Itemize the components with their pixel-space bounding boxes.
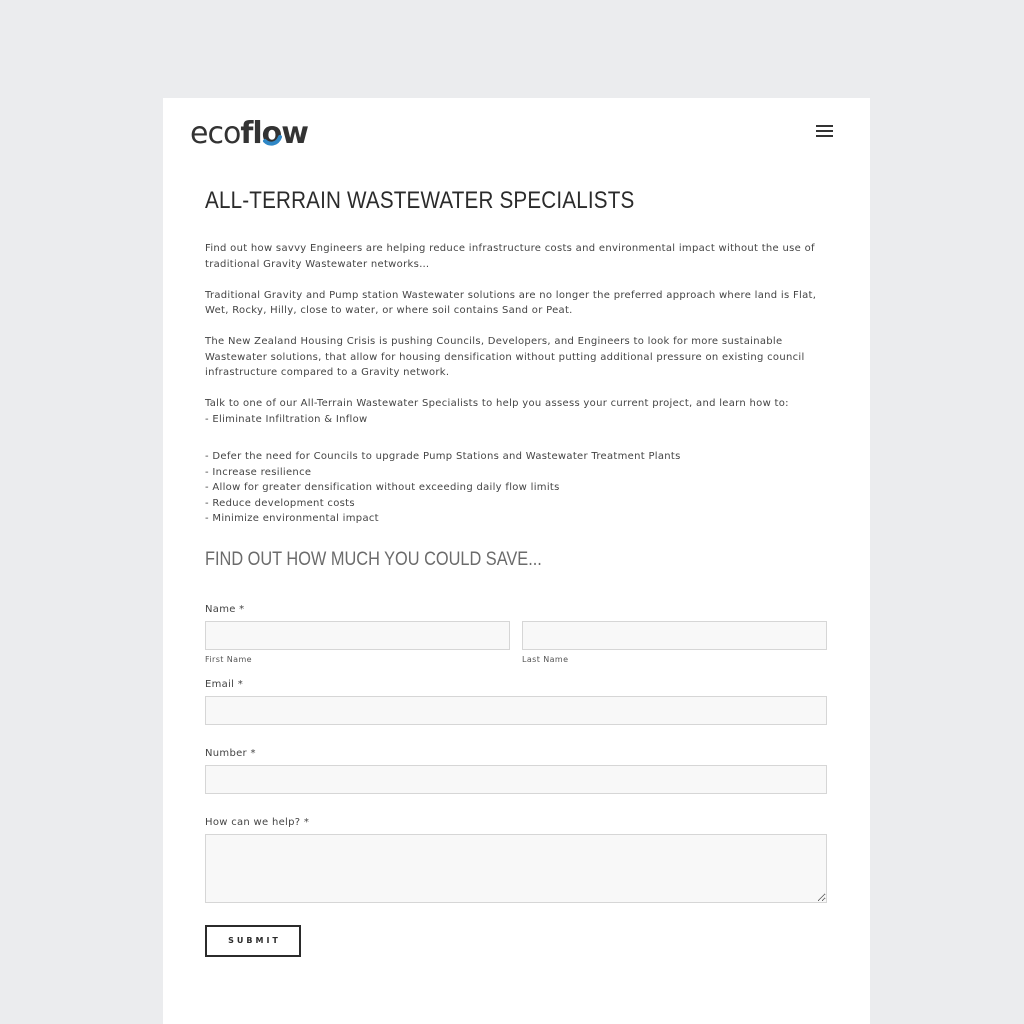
number-label: Number *	[205, 747, 256, 759]
form-heading: FIND OUT HOW MUCH YOU COULD SAVE...	[205, 548, 542, 570]
main-content	[205, 186, 827, 957]
page-title: ALL-TERRAIN WASTEWATER SPECIALISTS	[205, 187, 635, 214]
list-item: - Defer the need for Councils to upgrade Pump Stations and Wastewater Treatment Plants	[205, 451, 681, 462]
paragraph: Find out how savvy Engineers are helping reduce infrastructure costs and environmental impact without the use of traditional Gravity Wastewater networks…	[205, 243, 815, 270]
logo-text-light: eco	[190, 116, 241, 151]
first-name-group	[205, 621, 510, 666]
paragraph-with-first-bullet	[205, 396, 827, 427]
list-item: - Minimize environmental impact	[205, 513, 379, 524]
logo-text-bold: flow	[240, 116, 308, 151]
paragraph: The New Zealand Housing Crisis is pushing Councils, Developers, and Engineers to look for more sustainable Wastewater solutions, that allow for housing densification without putting additional pressure on existing council infrastructure compared to a Gravity network.	[205, 336, 805, 378]
submit-button[interactable]: SUBMIT	[205, 925, 301, 957]
email-group	[205, 678, 827, 725]
number-input[interactable]	[205, 765, 827, 794]
ecoflow-logo[interactable]	[190, 112, 308, 156]
list-item: - Increase resilience	[205, 466, 312, 478]
help-textarea[interactable]	[205, 834, 827, 903]
benefits-list	[205, 449, 827, 527]
page-card	[163, 98, 870, 1024]
first-name-input[interactable]	[205, 621, 510, 650]
logo-swoosh-icon	[261, 121, 283, 147]
contact-form	[205, 603, 827, 957]
last-name-sublabel: Last Name	[522, 654, 569, 664]
list-item: - Allow for greater densification without exceeding daily flow limits	[205, 482, 560, 493]
help-group	[205, 816, 827, 903]
hamburger-menu-icon[interactable]	[816, 125, 834, 141]
name-label: Name *	[205, 603, 245, 615]
last-name-group	[522, 621, 827, 666]
number-group	[205, 747, 827, 794]
help-label: How can we help? *	[205, 816, 310, 828]
first-name-sublabel: First Name	[205, 654, 252, 664]
site-header	[190, 112, 840, 156]
intro-text	[205, 241, 827, 527]
last-name-input[interactable]	[522, 621, 827, 650]
email-input[interactable]	[205, 696, 827, 725]
list-item: - Eliminate Infiltration & Inflow	[205, 413, 368, 425]
paragraph: Traditional Gravity and Pump station Wastewater solutions are no longer the preferred approach where land is Flat, Wet, Rocky, Hilly, close to water, or where soil contains Sand or Peat.	[205, 289, 817, 316]
list-item: - Reduce development costs	[205, 497, 355, 509]
name-row	[205, 621, 827, 666]
paragraph: Talk to one of our All-Terrain Wastewater Specialists to help you assess your current project, and learn how to:	[205, 398, 789, 409]
email-label: Email *	[205, 678, 244, 690]
